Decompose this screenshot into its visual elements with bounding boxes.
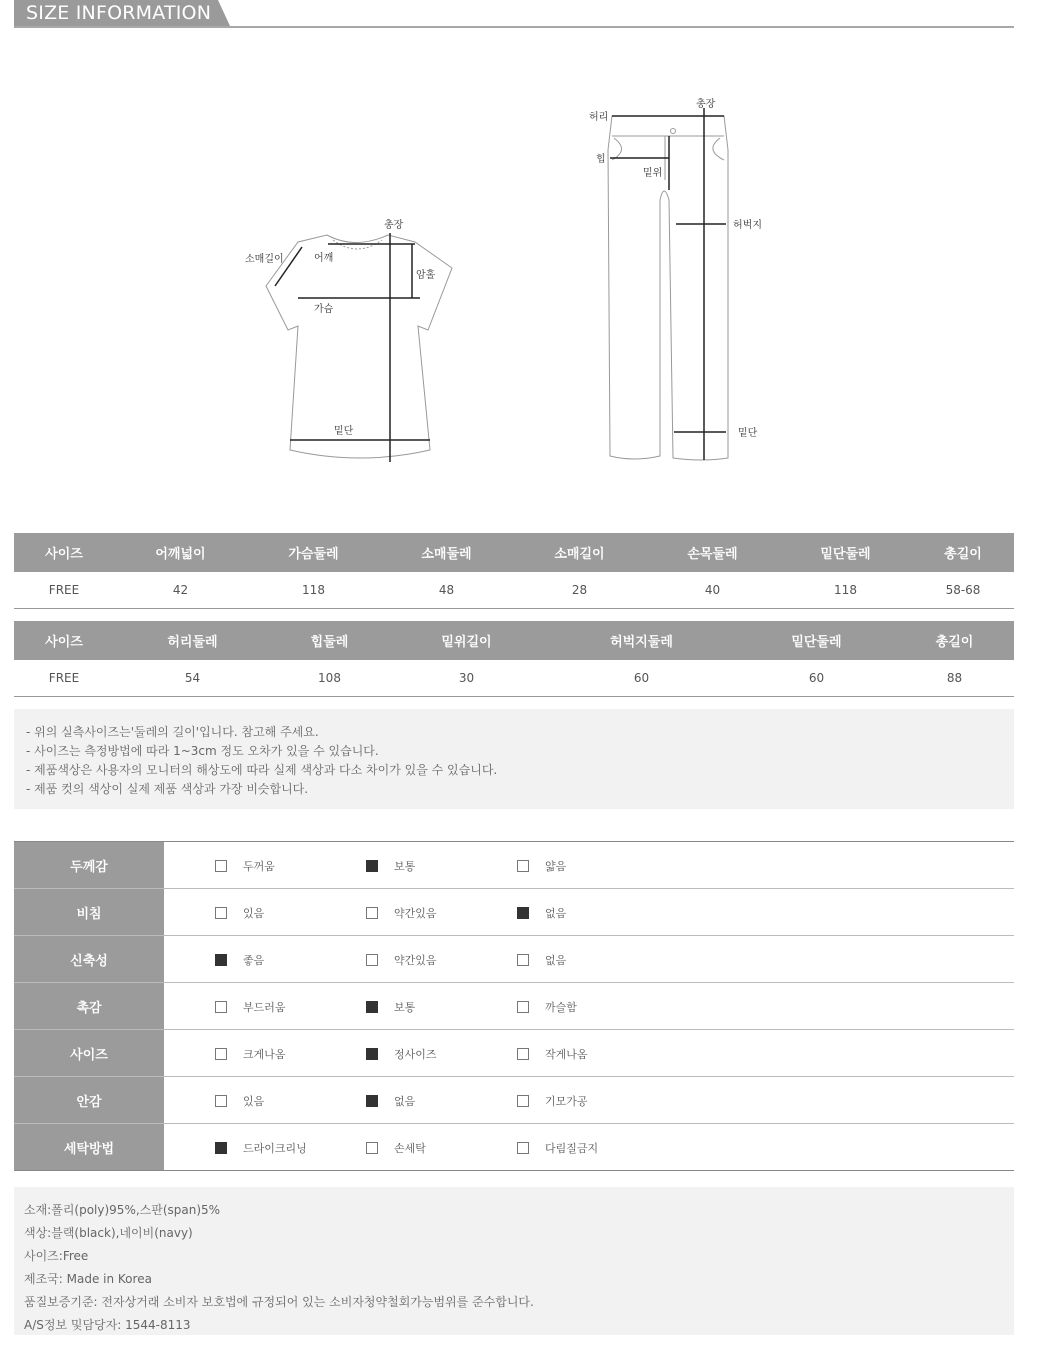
note-line: - 위의 실측사이즈는'둘레의 길이'입니다. 참고해 주세요. [26,725,319,739]
info-line: 품질보증기준: 전자상거래 소비자 보호법에 규정되어 있는 소비자청약철회가능범위를 준수합니다. [24,1295,534,1309]
table-row [14,660,1014,697]
table-header: 사이즈 [14,533,114,572]
feel-row [14,983,1014,1030]
feel-option [517,905,566,921]
feel-option-label: 없음 [545,954,567,967]
feel-option-label: 부드러움 [243,1001,286,1014]
unchecked-box-icon [215,860,227,872]
info-line: 색상:블랙(black),네이비(navy) [24,1226,193,1240]
info-line: A/S정보 및담당자: 1544-8113 [24,1318,191,1332]
feel-option [215,1046,286,1062]
tshirt-armhole-label: 암홀 [416,270,436,281]
unchecked-box-icon [517,1142,529,1154]
feel-label: 촉감 [14,983,164,1029]
checked-box-icon [366,860,378,872]
feel-option [215,858,275,874]
table-header: 가슴둘레 [247,533,380,572]
pants-hem-label: 밑단 [738,428,758,439]
checked-box-icon [517,907,529,919]
unchecked-box-icon [517,1001,529,1013]
pants-thigh-label: 허벅지 [733,220,762,231]
table-row [14,572,1014,609]
feel-option-label: 기모가공 [545,1095,588,1108]
feel-label: 두께감 [14,842,164,888]
feel-option [215,952,264,968]
pants-rise-label: 밑위 [643,168,663,179]
table-header: 힙둘레 [271,621,388,660]
feel-option [366,1140,426,1156]
table-cell: 30 [388,660,545,697]
feel-label: 신축성 [14,936,164,982]
feel-option-label: 손세탁 [394,1142,426,1155]
feel-option [366,952,437,968]
table-cell: 118 [779,572,912,609]
feel-row [14,1030,1014,1077]
feel-option-label: 두꺼움 [243,860,275,873]
unchecked-box-icon [517,1048,529,1060]
pants-hip-label: 힙 [596,154,606,165]
note-line: - 제품색상은 사용자의 모니터의 해상도에 따라 실제 색상과 다소 차이가 있을 수 있습니다. [26,763,498,777]
table-cell: 48 [380,572,513,609]
feel-row [14,1077,1014,1124]
table-header: 밑위길이 [388,621,545,660]
feel-option-label: 있음 [243,907,265,920]
info-line: 제조국: Made in Korea [24,1272,152,1286]
checked-box-icon [366,1001,378,1013]
feel-option-label: 약간있음 [394,954,437,967]
info-line: 소재:폴리(poly)95%,스판(span)5% [24,1203,221,1217]
table-cell: FREE [14,660,114,697]
pants-illustration [608,116,728,460]
table-cell: FREE [14,572,114,609]
feel-option [366,905,437,921]
unchecked-box-icon [215,907,227,919]
product-info [14,1187,1014,1335]
feel-option-label: 있음 [243,1095,265,1108]
feel-option [517,952,566,968]
table-cell: 88 [895,660,1014,697]
feel-option-label: 얇음 [545,860,567,873]
table-cell: 40 [646,572,779,609]
unchecked-box-icon [517,954,529,966]
feel-option-label: 없음 [394,1095,416,1108]
pants-length-label: 총장 [696,99,716,110]
section-title: SIZE INFORMATION [26,2,212,24]
note-line: - 제품 컷의 색상이 실제 제품 색상과 가장 비슷합니다. [26,782,309,796]
tshirt-illustration [266,235,452,458]
tshirt-shoulder-label: 어깨 [314,253,334,264]
table-cell: 58-68 [912,572,1014,609]
feel-option-label: 작게나옴 [545,1048,588,1061]
feel-option-label: 크게나옴 [243,1048,286,1061]
table-cell: 60 [545,660,738,697]
feel-option [215,1140,307,1156]
feel-option [366,1093,415,1109]
feel-label: 세탁방법 [14,1124,164,1170]
feel-option [366,1046,437,1062]
table-header: 사이즈 [14,621,114,660]
checked-box-icon [366,1095,378,1107]
feel-option-label: 좋음 [243,954,265,967]
feel-option [215,999,286,1015]
feel-option-label: 드라이크리닝 [243,1142,307,1155]
table-header: 밑단둘레 [779,533,912,572]
info-line: 사이즈:Free [24,1249,89,1263]
table-cell: 60 [738,660,895,697]
feel-label: 비침 [14,889,164,935]
feel-option [215,905,264,921]
unchecked-box-icon [366,954,378,966]
table-header: 손목둘레 [646,533,779,572]
feel-option [517,999,577,1015]
feel-option-label: 약간있음 [394,907,437,920]
checked-box-icon [215,954,227,966]
table-cell: 28 [513,572,646,609]
feel-label: 안감 [14,1077,164,1123]
table-cell: 42 [114,572,247,609]
note-line: - 사이즈는 측정방법에 따라 1~3cm 정도 오차가 있을 수 있습니다. [26,744,379,758]
unchecked-box-icon [366,907,378,919]
table-cell: 54 [114,660,271,697]
unchecked-box-icon [517,1095,529,1107]
table-header: 어깨넓이 [114,533,247,572]
table-cell: 118 [247,572,380,609]
top-size-table [14,533,1014,609]
section-header [14,0,1014,28]
checked-box-icon [366,1048,378,1060]
unchecked-box-icon [215,1048,227,1060]
table-header: 밑단둘레 [738,621,895,660]
tshirt-length-label: 총장 [384,220,404,231]
feel-row [14,1124,1014,1171]
unchecked-box-icon [215,1095,227,1107]
garment-diagram [0,90,1053,490]
unchecked-box-icon [517,860,529,872]
table-header: 허벅지둘레 [545,621,738,660]
tshirt-sleeve-length-label: 소매길이 [245,254,284,265]
bottom-size-table [14,621,1014,697]
feel-option-label: 보통 [394,1001,416,1014]
table-header: 총길이 [895,621,1014,660]
checked-box-icon [215,1142,227,1154]
feel-option [366,999,415,1015]
table-header-row [14,533,1014,572]
fabric-feel-table [14,841,1014,1171]
unchecked-box-icon [366,1142,378,1154]
table-header: 소매둘레 [380,533,513,572]
feel-option [517,1140,598,1156]
table-header: 총길이 [912,533,1014,572]
feel-option-label: 정사이즈 [394,1048,437,1061]
feel-option [366,858,415,874]
table-cell: 108 [271,660,388,697]
tshirt-hem-label: 밑단 [334,426,354,437]
feel-option [517,858,566,874]
tshirt-chest-label: 가슴 [314,304,334,315]
feel-option-label: 없음 [545,907,567,920]
feel-option [215,1093,264,1109]
pants-waist-label: 허리 [589,112,609,123]
measurement-notes [14,709,1014,809]
feel-option-label: 까슬함 [545,1001,577,1014]
feel-option-label: 보통 [394,860,416,873]
feel-option [517,1093,588,1109]
unchecked-box-icon [215,1001,227,1013]
pants-measure-lines [610,108,726,460]
table-header: 허리둘레 [114,621,271,660]
feel-option-label: 다림질금지 [545,1142,599,1155]
table-header-row [14,621,1014,660]
feel-option [517,1046,588,1062]
feel-label: 사이즈 [14,1030,164,1076]
feel-row [14,842,1014,889]
feel-row [14,936,1014,983]
table-header: 소매길이 [513,533,646,572]
feel-row [14,889,1014,936]
